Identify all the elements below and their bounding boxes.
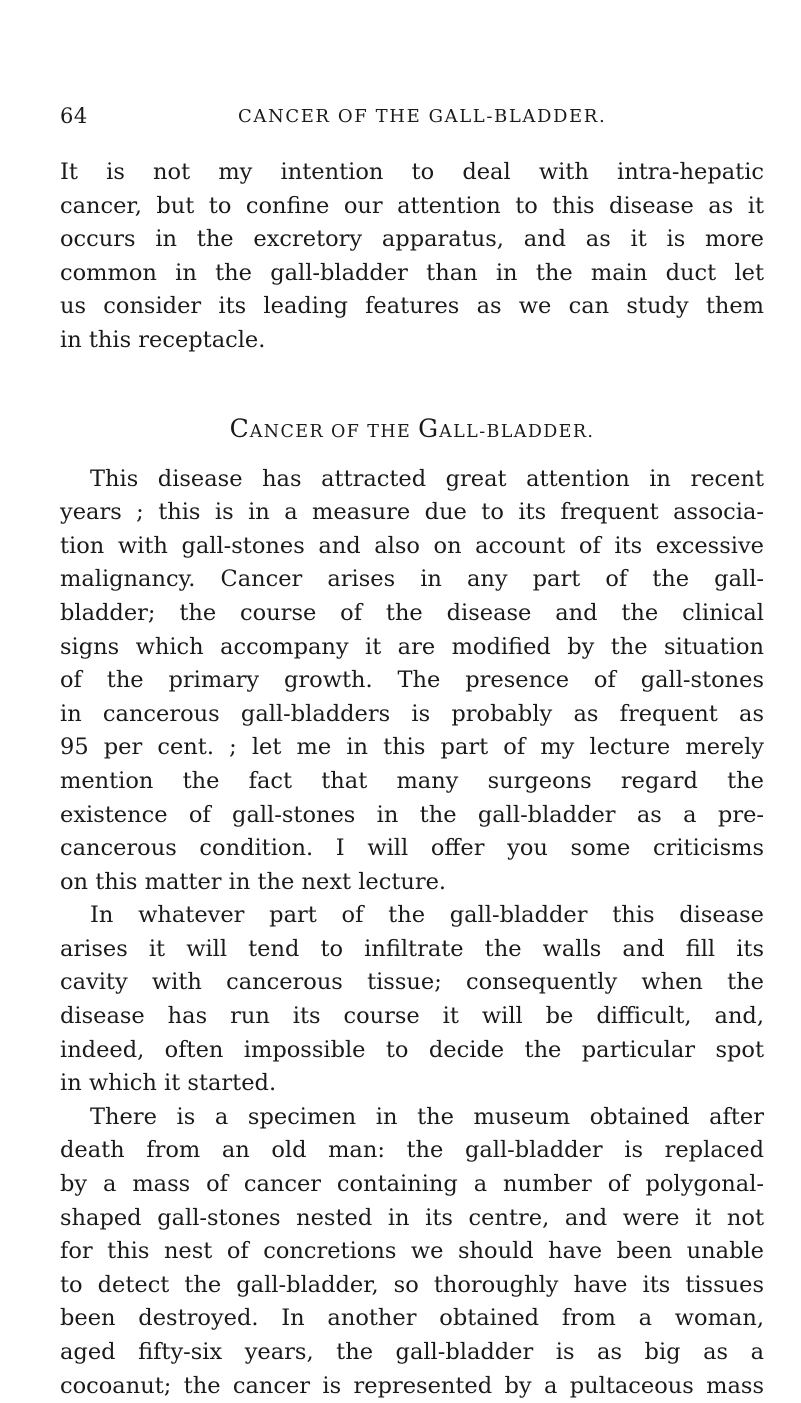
- running-head: [60, 104, 760, 134]
- text-line: common in the gall-bladder than in the main duct let: [60, 259, 764, 286]
- text-line: death from an old man: the gall-bladder is replaced: [60, 1137, 764, 1164]
- text-line: There is a specimen in the museum obtained after: [90, 1103, 764, 1130]
- text-line: indeed, often impossible to decide the particular spot: [60, 1036, 764, 1063]
- paragraph-2: [60, 899, 764, 1101]
- text-line: cancerous condition. I will offer you some criticisms: [60, 835, 764, 862]
- section-heading: [60, 413, 764, 445]
- text-line: occurs in the excretory apparatus, and as it is more: [60, 226, 764, 253]
- page-number: 64: [60, 104, 88, 128]
- text-line: years ; this is in a measure due to its frequent associa-: [60, 499, 764, 526]
- text-line: to detect the gall-bladder, so thoroughly have its tissues: [60, 1271, 764, 1298]
- text-line: This disease has attracted great attention in recent: [90, 465, 764, 492]
- text-line: been destroyed. In another obtained from a woman,: [60, 1305, 764, 1332]
- text-line: cancer, but to confine our attention to this disease as it: [60, 192, 764, 219]
- text-line: disease has run its course it will be difficult, and,: [60, 1003, 764, 1030]
- text-line: us consider its leading features as we can study them: [60, 293, 764, 320]
- heading-smallcaps: ANCER OF THE: [249, 421, 419, 442]
- text-line: aged fifty-six years, the gall-bladder is as big as a: [60, 1339, 764, 1365]
- text-line: in cancerous gall-bladders is probably as frequent as: [60, 700, 764, 727]
- text-line: tion with gall-stones and also on account of its excessive: [60, 532, 764, 559]
- heading-initial: G: [418, 413, 440, 443]
- text-line: cocoanut; the cancer is represented by a pultaceous mass: [60, 1372, 764, 1399]
- paragraph-3: [60, 1101, 764, 1403]
- text-line: In whatever part of the gall-bladder this disease: [90, 902, 764, 929]
- text-line: mention the fact that many surgeons regard the: [60, 767, 764, 794]
- text-line: malignancy. Cancer arises in any part of the gall-: [60, 566, 764, 593]
- text-line: for this nest of concretions we should have been unable: [60, 1238, 764, 1265]
- paragraph-intro: [60, 156, 764, 358]
- text-line: on this matter in the next lecture.: [60, 868, 447, 895]
- text-line: of the primary growth. The presence of gall-stones: [60, 667, 764, 694]
- text-line: shaped gall-stones nested in its centre, and were it not: [60, 1204, 764, 1231]
- text-line: existence of gall-stones in the gall-bladder as a pre-: [60, 801, 764, 828]
- text-line: by a mass of cancer containing a number of polygonal-: [60, 1171, 764, 1198]
- text-line: It is not my intention to deal with intra-hepatic: [60, 159, 764, 185]
- text-line: 95 per cent. ; let me in this part of my lecture merely: [60, 734, 764, 761]
- text-line: in which it started.: [60, 1070, 277, 1097]
- text-line: in this receptacle.: [60, 326, 266, 353]
- paragraph-1: [60, 463, 764, 900]
- text-line: arises it will tend to infiltrate the walls and fill its: [60, 935, 764, 962]
- heading-initial: C: [229, 413, 250, 443]
- heading-smallcaps: ALL-BLADDER.: [439, 421, 595, 442]
- text-line: signs which accompany it are modified by the situation: [60, 633, 764, 660]
- text-line: cavity with cancerous tissue; consequently when the: [60, 969, 764, 996]
- running-title: CANCER OF THE GALL-BLADDER.: [238, 106, 607, 127]
- body-text: [60, 156, 764, 1403]
- text-line: bladder; the course of the disease and the clinical: [60, 599, 764, 626]
